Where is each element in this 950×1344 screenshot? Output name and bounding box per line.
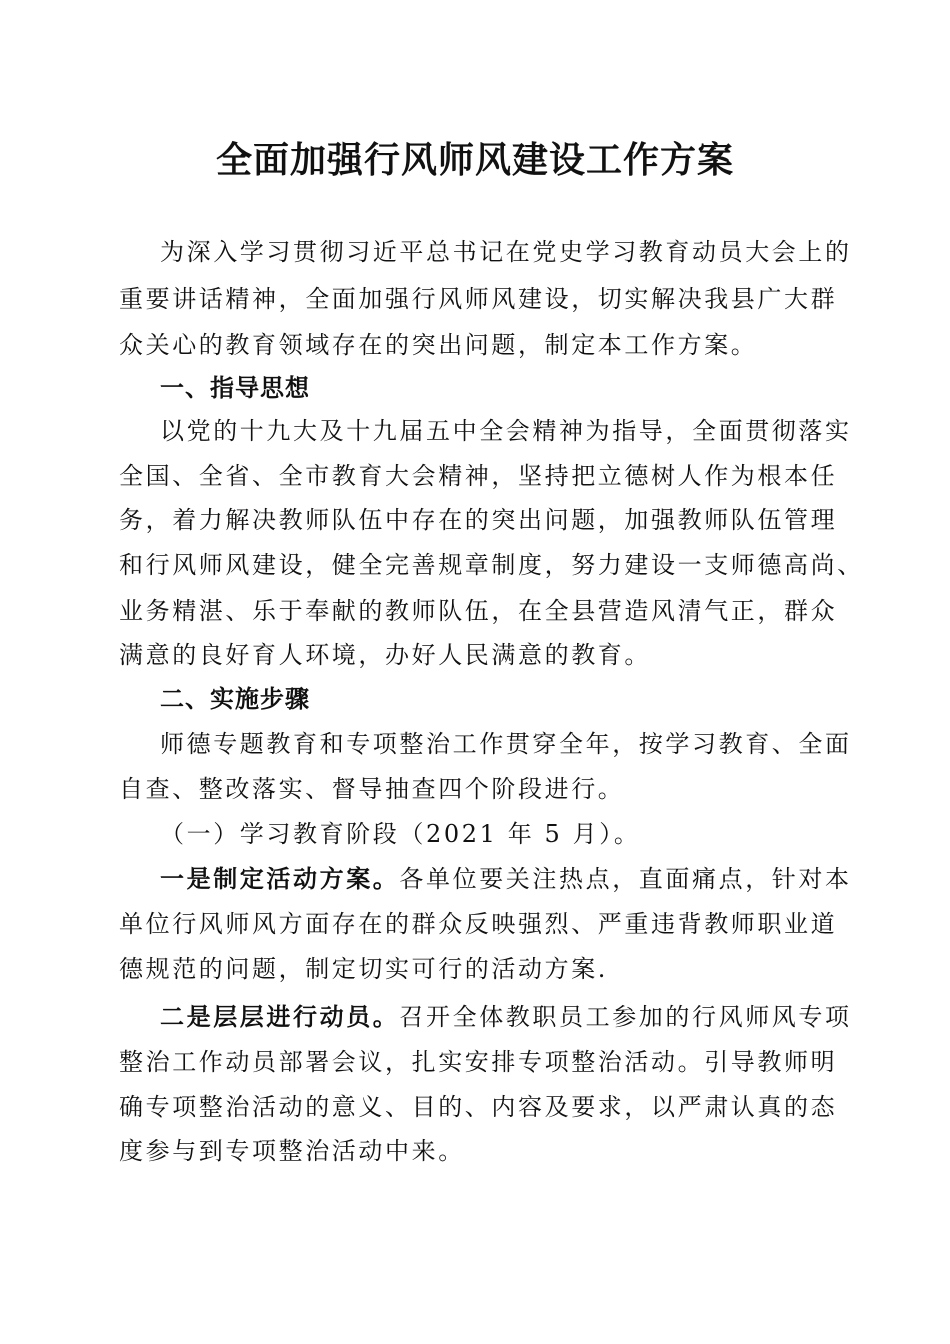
paragraph-line: 整治工作动员部署会议，扎实安排专项整治活动。引导教师明 — [119, 1048, 838, 1076]
paragraph-line: 业务精湛、乐于奉献的教师队伍，在全县营造风清气正，群众 — [119, 597, 838, 625]
paragraph-line: 自查、整改落实、督导抽查四个阶段进行。 — [119, 775, 625, 803]
item-text: 各单位要关注热点，直面痛点，针对本 — [399, 865, 852, 893]
paragraph-line: 度参与到专项整治活动中来。 — [119, 1137, 465, 1165]
paragraph-line: 师德专题教育和专项整治工作贯穿全年，按学习教育、全面 — [160, 730, 852, 758]
intro-line: 众关心的教育领域存在的突出问题，制定本工作方案。 — [119, 331, 758, 359]
paragraph-line: 务，着力解决教师队伍中存在的突出问题，加强教师队伍管理 — [119, 506, 838, 534]
item-lead: 一是制定活动方案。 — [160, 864, 400, 893]
paragraph-line: 满意的良好育人环境，办好人民满意的教育。 — [119, 641, 651, 669]
item-first-line — [160, 862, 852, 896]
section-heading-guiding-thought: 一、指导思想 — [160, 374, 310, 402]
paragraph-line: 和行风师风建设，健全完善规章制度，努力建设一支师德高尚、 — [119, 551, 864, 579]
paragraph-line: 全国、全省、全市教育大会精神，坚持把立德树人作为根本任 — [119, 462, 838, 490]
intro-line: 为深入学习贯彻习近平总书记在党史学习教育动员大会上的 — [160, 238, 852, 266]
paragraph-line: 确专项整治活动的意义、目的、内容及要求，以严肃认真的态 — [119, 1093, 838, 1121]
section-heading-implementation-steps: 二、实施步骤 — [160, 685, 310, 713]
item-first-line — [160, 1000, 852, 1034]
paragraph-line: 以党的十九大及十九届五中全会精神为指导，全面贯彻落实 — [160, 417, 852, 445]
intro-line: 重要讲话精神，全面加强行风师风建设，切实解决我县广大群 — [119, 285, 838, 313]
document-title: 全面加强行风师风建设工作方案 — [215, 139, 734, 181]
paragraph-line: 单位行风师风方面存在的群众反映强烈、严重违背教师职业道 — [119, 910, 838, 938]
stage-heading: （一）学习教育阶段（2021 年 5 月）。 — [160, 820, 641, 848]
item-lead: 二是层层进行动员。 — [160, 1002, 400, 1031]
item-text: 召开全体教职员工参加的行风师风专项 — [399, 1003, 852, 1031]
paragraph-line: 德规范的问题，制定切实可行的活动方案. — [119, 955, 609, 983]
